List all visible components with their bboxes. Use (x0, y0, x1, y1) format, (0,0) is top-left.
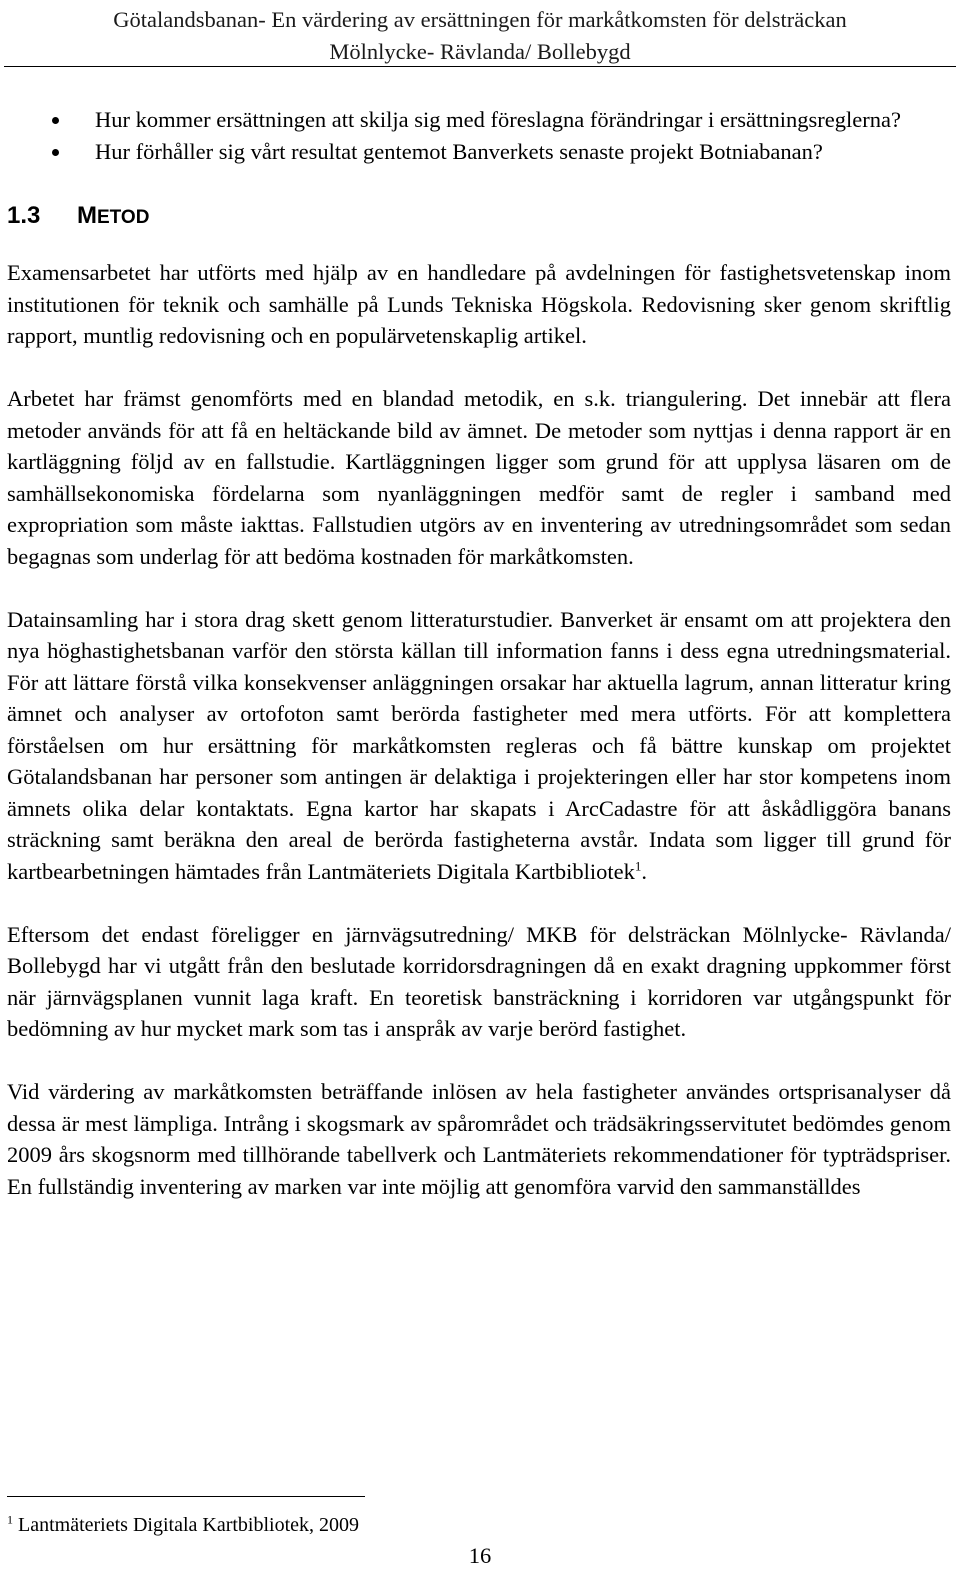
section-title: METOD (77, 202, 150, 229)
bullet-icon (52, 149, 59, 156)
paragraph: Vid värdering av markåtkomsten beträffande inlösen av hela fastigheter användes ortsprisanalyser då dessa är mest lämpliga. Intrång i skogsmark av spårområdet och trädsäkringsservitutet bedömdes genom 2009 års skogsnorm med tillhörande tabellverk och Lantmäteriets rekommendationer för typträdspriser. En fullständig inventering av marken var inte möjlig att genomföra varvid den sammanställdes (7, 1079, 951, 1199)
page-body (7, 104, 951, 1202)
paragraph: Datainsamling har i stora drag skett genom litteraturstudier. Banverket är ensamt om att projektera den nya höghastighetsbanan varför den största källan till information fanns i dess egna utredningsmaterial. För att lättare förstå vilka konsekvenser anläggningen orsakar har aktuella lagrum, annan litteratur kring ämnet och analyser av ortofoton samt berörda fastigheter med mera utförts. För att komplettera förståelsen om hur ersättning för markåtkomsten regleras och få bättre kunskap om projektet Götalandsbanan har personer som antingen är delaktiga i projekteringen eller har stor kompetens inom ämnets olika delar kontaktats. Egna kartor har skapats i ArcCadastre för att åskådliggöra banans sträckning samt beräkna den areal de berörda fastigheterna avstår. Indata som ligger till grund för kartbearbetningen hämtades från Lantmäteriets Digitala Kartbibliotek$^1$. (7, 606, 951, 884)
footnote-marker: 1 (7, 1512, 13, 1527)
running-header-line-1: Götalandsbanan- En värdering av ersättningen för markåtkomsten för delsträckan (113, 7, 847, 32)
paragraph: Eftersom det endast föreligger en järnvägsutredning/ MKB för delsträckan Mölnlycke- Rävlanda/ Bollebygd har vi utgått från den beslutade korridorsdragningen då en exakt dragning uppkommer först när järnvägsplanen vunnit laga kraft. En teoretisk bansträckning i korridoren var utgångspunkt för bedömning av hur mycket mark som tas i anspråk av varje berörd fastighet. (7, 921, 951, 1041)
footnote-reference: 1 (634, 858, 642, 873)
list-item (7, 104, 951, 136)
paragraph: Examensarbetet har utförts med hjälp av en handledare på avdelningen för fastighetsvetenskap inom institutionen för teknik och samhälle på Lunds Tekniska Högskola. Redovisning sker genom skriftlig rapport, muntlig redovisning och en populärvetenskaplig artikel. (7, 260, 951, 348)
list-item (7, 136, 951, 168)
footnote (7, 1511, 359, 1539)
footnote-text: Lantmäteriets Digitala Kartbibliotek, 2009 (18, 1514, 360, 1536)
header-divider (4, 66, 956, 67)
list-item-text: Hur förhåller sig vårt resultat gentemot Banverkets senaste projekt Botniabanan? (95, 138, 823, 164)
running-header-line-2: Mölnlycke- Rävlanda/ Bollebygd (329, 39, 631, 64)
page-number: 16 (468, 1543, 492, 1568)
bullet-icon (52, 117, 59, 124)
research-questions-list (7, 104, 951, 167)
section-heading (7, 197, 951, 235)
running-header (0, 4, 960, 68)
footnote-divider (7, 1496, 365, 1497)
section-number: 1.3 (7, 202, 41, 229)
list-item-text: Hur kommer ersättningen att skilja sig med föreslagna förändringar i ersättningsreglerna? (95, 107, 901, 132)
paragraph: Arbetet har främst genomförts med en blandad metodik, en s.k. triangulering. Det innebär att flera metoder används för att få en heltäckande bild av ämnet. De metoder som nyttjas i denna rapport är en kartläggning följd av en fallstudie. Kartläggningen ligger som grund för att upplysa läsaren om de samhällsekonomiska fördelarna som nyanläggningen medför samt de regler i samband med expropriation som måste iakttas. Fallstudien utgörs av en inventering av utredningsområdet som sedan begagnas som underlag för att bedöma kostnaden för markåtkomsten. (7, 386, 951, 569)
